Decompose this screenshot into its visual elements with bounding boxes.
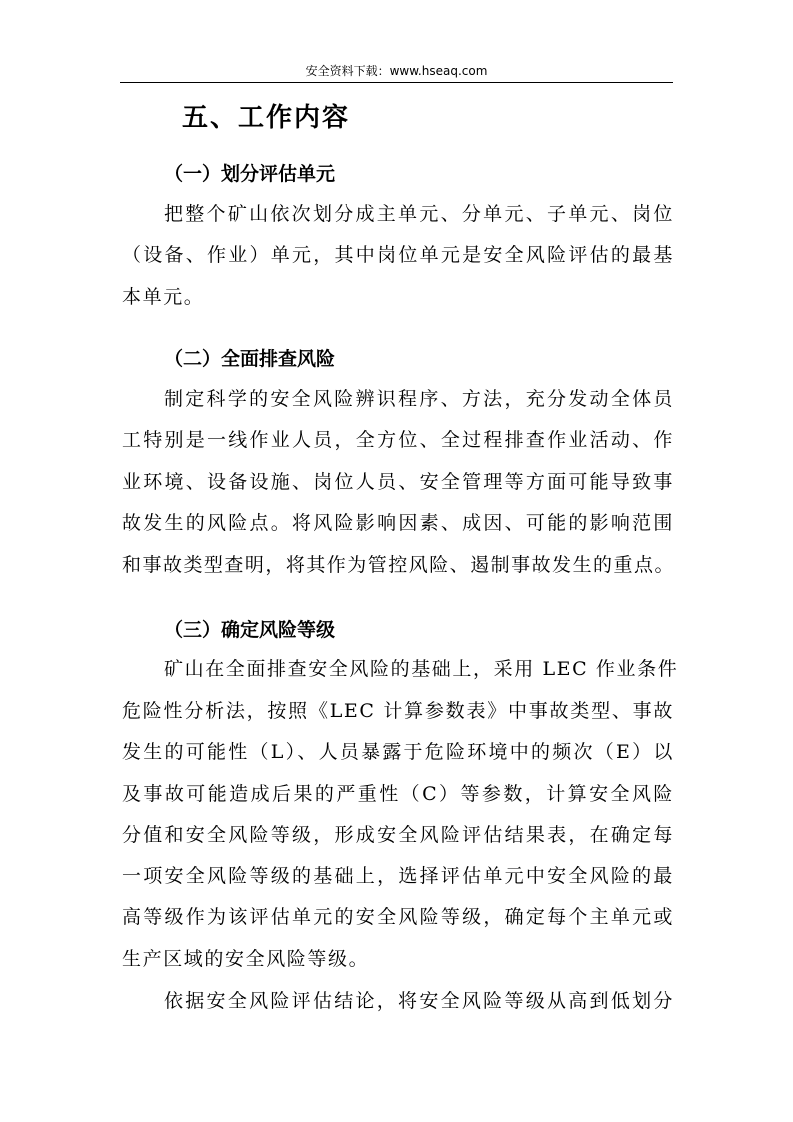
paragraph-line: 矿山在全面排查安全风险的基础上，采用 LEC 作业条件 (164, 658, 679, 680)
paragraph-line: 工特别是一线作业人员，全方位、全过程排查作业活动、作 (122, 429, 674, 451)
paragraph-line: 高等级作为该评估单元的安全风险等级，确定每个主单元或 (122, 906, 674, 928)
paragraph-line: 生产区域的安全风险等级。 (122, 948, 370, 970)
subsection-title-3: （三）确定风险等级 (164, 619, 336, 641)
paragraph-line: 危险性分析法，按照《LEC 计算参数表》中事故类型、事故 (122, 700, 674, 722)
paragraph-line: 把整个矿山依次划分成主单元、分单元、子单元、岗位 (164, 203, 674, 225)
page-header: 安全资料下载：www.hseaq.com (305, 64, 488, 78)
paragraph-line: 发生的可能性（L）、人员暴露于危险环境中的频次（E）以 (122, 741, 674, 763)
subsection-title-1: （一）划分评估单元 (164, 163, 336, 185)
paragraph-line: （设备、作业）单元，其中岗位单元是安全风险评估的最基 (122, 244, 674, 266)
paragraph-line: 本单元。 (122, 286, 205, 308)
subsection-title-2: （二）全面排查风险 (164, 348, 336, 370)
paragraph-line: 一项安全风险等级的基础上，选择评估单元中安全风险的最 (122, 865, 674, 887)
section-title: 五、工作内容 (182, 103, 351, 133)
paragraph-line: 故发生的风险点。将风险影响因素、成因、可能的影响范围 (122, 512, 674, 534)
paragraph-line: 分值和安全风险等级，形成安全风险评估结果表，在确定每 (122, 824, 674, 846)
paragraph-line: 制定科学的安全风险辨识程序、方法，充分发动全体员 (164, 388, 674, 410)
paragraph-line: 及事故可能造成后果的严重性（C）等参数，计算安全风险 (122, 783, 674, 805)
paragraph-line: 业环境、设备设施、岗位人员、安全管理等方面可能导致事 (122, 471, 674, 493)
paragraph-line: 和事故类型查明，将其作为管控风险、遏制事故发生的重点。 (122, 554, 674, 576)
header-divider (120, 82, 673, 83)
paragraph-line: 依据安全风险评估结论，将安全风险等级从高到低划分 (164, 990, 674, 1012)
